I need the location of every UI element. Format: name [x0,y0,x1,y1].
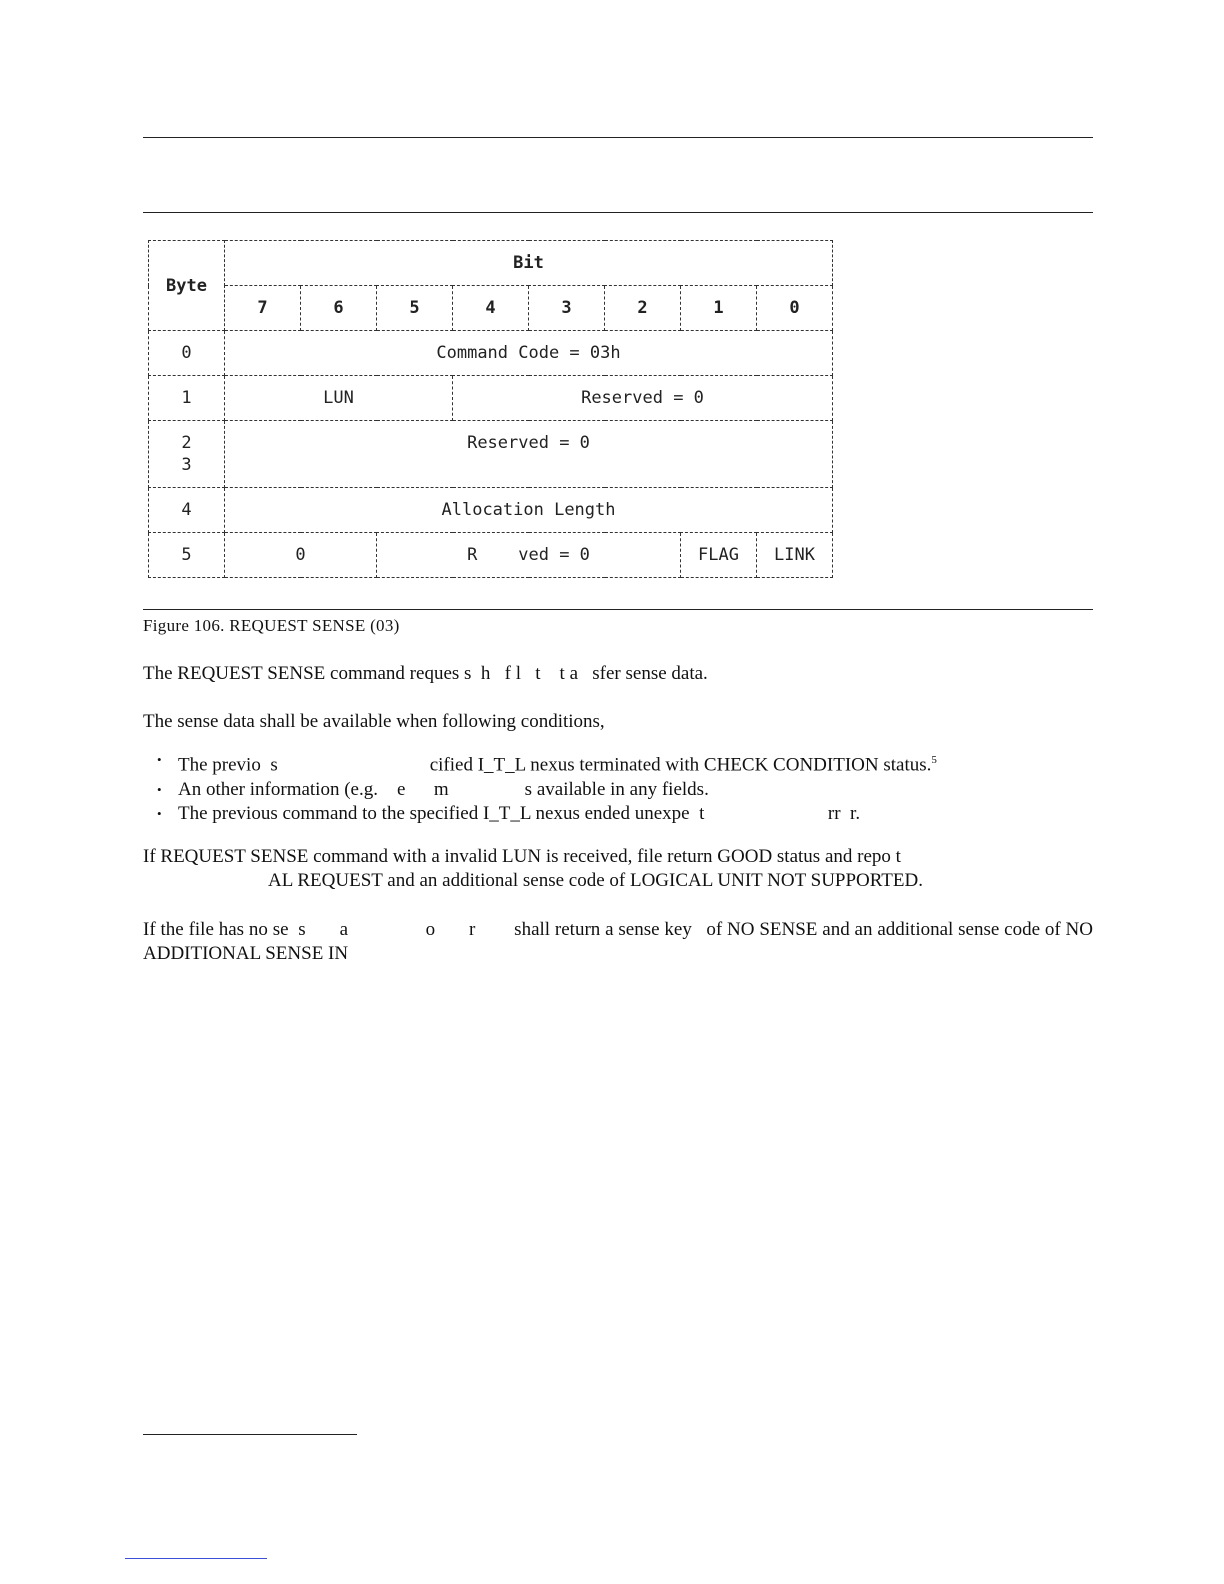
reserved-cell: R ved = 0 [377,533,681,578]
paragraph: The sense data shall be available when following conditions, [143,711,605,732]
command-code-cell: Command Code = 03h [225,331,833,376]
link-cell: LINK [757,533,833,578]
header-rule [143,212,1093,213]
byte-cell [149,421,225,488]
top-rule [143,137,1093,138]
bit-header: Bit [225,241,833,286]
table-row [149,331,833,376]
vendor-cell: 0 [225,533,377,578]
bit-number: 2 [605,286,681,331]
byte-cell: 1 [149,376,225,421]
list-item [157,778,1087,803]
figure-rule [143,609,1093,610]
list-item [157,748,1087,778]
list-item-text: An other information (e.g. e m s available in any fields. [178,778,709,800]
table-row [149,533,833,578]
bit-number: 3 [529,286,605,331]
bit-number: 4 [453,286,529,331]
byte-number: 3 [181,455,192,475]
bullet-icon: • [157,781,162,797]
bullet-icon: • [157,752,162,767]
allocation-length-cell: Allocation Length [225,488,833,533]
byte-cell: 4 [149,488,225,533]
lun-cell: LUN [225,376,453,421]
footnote-rule [143,1434,357,1435]
reserved-cell [225,421,833,488]
table-row [149,376,833,421]
byte-cell: 5 [149,533,225,578]
paragraph: If the file has no se s a o r shall return a sense key of NO SENSE and an additional sense code of NO ADDITIONAL SENSE IN [143,919,1097,964]
table-row [149,421,833,488]
conditions-list [157,748,1087,827]
link-underline [125,1558,267,1559]
bit-number: 5 [377,286,453,331]
byte-header: Byte [149,241,225,331]
table-row [149,488,833,533]
footnote-ref[interactable]: 5 [931,754,937,766]
bit-number: 6 [301,286,377,331]
paragraph-line: If REQUEST SENSE command with a invalid LUN is received, file return GOOD status and repo t [143,846,901,867]
flag-cell: FLAG [681,533,757,578]
bit-number: 7 [225,286,301,331]
request-sense-cdb-table [148,240,833,578]
list-item-text: The previous command to the specified I_T_L nexus ended unexpe t rr r. [178,803,861,825]
figure-caption: Figure 106. REQUEST SENSE (03) [143,616,400,635]
paragraph [143,845,1093,893]
paragraph: The REQUEST SENSE command reques s h f l t t a sfer sense data. [143,663,708,684]
reserved-cell: Reserved = 0 [453,376,833,421]
bit-number: 1 [681,286,757,331]
bit-number: 0 [757,286,833,331]
list-item [157,802,1087,827]
paragraph-line: AL REQUEST and an additional sense code of LOGICAL UNIT NOT SUPPORTED. [268,870,923,891]
list-item-text: The previo s cified I_T_L nexus terminated with CHECK CONDITION status. [178,754,932,776]
bullet-icon: • [157,806,162,822]
byte-number: 2 [181,433,192,453]
byte-cell: 0 [149,331,225,376]
reserved-text: Reserved = 0 [467,433,590,453]
